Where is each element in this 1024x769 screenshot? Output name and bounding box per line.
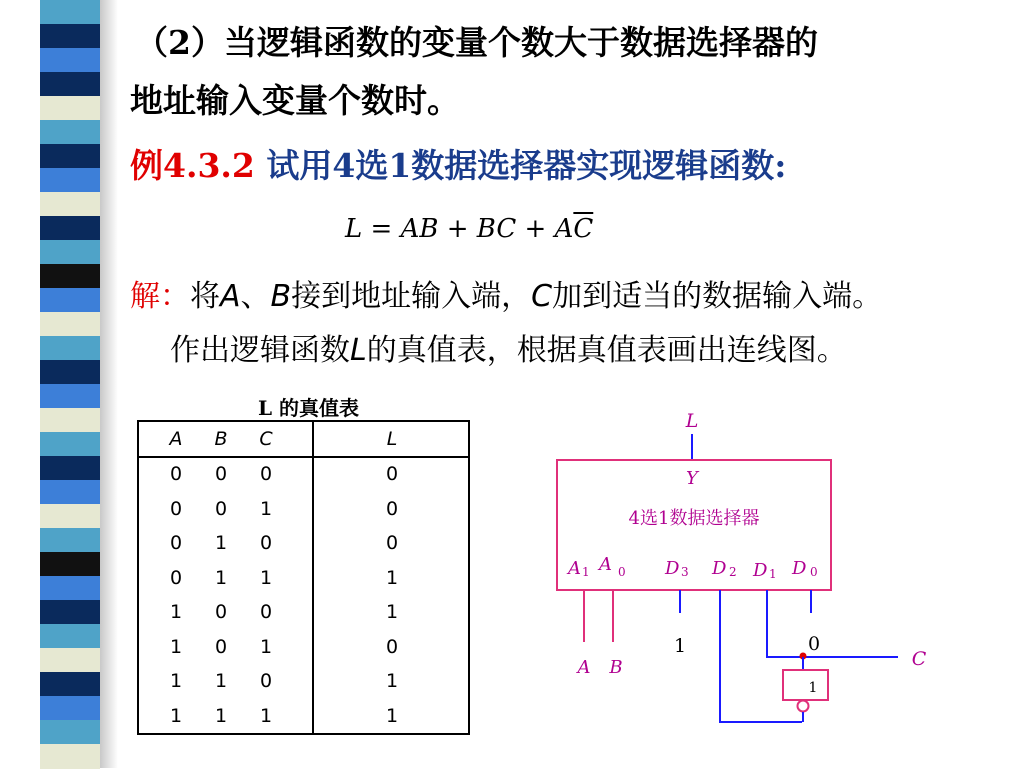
table-cell: 1 (259, 497, 273, 520)
inverter-gate (783, 670, 828, 700)
table-cell: 1 (385, 601, 399, 623)
table-cell: 0 (214, 497, 228, 520)
const-one: 1 (673, 635, 687, 657)
table-cell: 0 (259, 601, 273, 623)
pin-d3: D (665, 558, 680, 579)
table-cell: 1 (214, 532, 228, 554)
table-cell: 1 (259, 566, 273, 589)
table-cell: 0 (169, 497, 183, 520)
table-cell: 0 (169, 463, 183, 485)
var-l: L (350, 333, 367, 368)
formula-lhs: L = AB + BC + A (345, 214, 574, 244)
pin-d3-sub: 3 (681, 565, 689, 579)
pin-d2: D (712, 558, 727, 579)
pin-d2-sub: 2 (729, 565, 737, 579)
table-cell: 0 (169, 532, 183, 554)
input-b-label: B (609, 657, 623, 678)
table-cell: 1 (385, 566, 399, 589)
heading-line-2: 地址输入变量个数时。 (130, 81, 460, 120)
table-cell: 0 (214, 601, 228, 623)
output-pin-label: Y (686, 468, 698, 489)
formula-bar-c: $\overline{C}$ (573, 214, 594, 244)
var-b: B (270, 279, 292, 314)
table-cell: 1 (259, 704, 273, 727)
input-c-label: C (911, 648, 927, 670)
pin-d1: D (753, 560, 768, 581)
table-cell: 1 (214, 704, 228, 727)
table-cell: 1 (214, 566, 228, 589)
pin-d0: D (792, 558, 807, 579)
table-cell: 1 (169, 704, 183, 727)
var-c: C (531, 279, 553, 314)
var-a: A (220, 279, 241, 314)
pin-a0: A (599, 554, 612, 575)
pin-d1-sub: 1 (769, 567, 777, 581)
table-cell: 0 (169, 566, 183, 589)
solution-label: 解： (130, 279, 190, 314)
table-header: C (259, 428, 273, 450)
solution-text: 加到适当的数据输入端。 (552, 279, 883, 314)
table-cell: 1 (259, 635, 273, 658)
solution-text: 将 (190, 279, 220, 314)
table-cell: 1 (385, 704, 399, 727)
pin-a1: A (568, 558, 581, 579)
solution-text: 作出逻辑函数 (170, 333, 350, 368)
table-cell: 0 (214, 635, 228, 658)
table-header: B (214, 428, 228, 450)
table-cell: 0 (385, 532, 399, 554)
output-label: L (685, 410, 699, 432)
solution-text: 、 (240, 279, 271, 314)
table-cell: 0 (259, 463, 273, 485)
table-header: A (169, 428, 183, 450)
table-cell: 0 (259, 532, 273, 554)
table-cell: 1 (169, 601, 183, 623)
pin-d0-sub: 0 (810, 565, 818, 579)
table-header: L (386, 428, 398, 450)
wire-d1 (767, 590, 898, 657)
table-cell: 0 (385, 497, 399, 520)
mux-label: 4选1数据选择器 (628, 508, 760, 529)
table-cell: 1 (169, 635, 183, 658)
const-zero: 0 (807, 633, 821, 655)
table-cell: 1 (169, 670, 183, 692)
example-text: 试用4选1数据选择器实现逻辑函数: (254, 146, 787, 185)
inverter-label: 1 (808, 680, 818, 696)
heading-line-1: （2）当逻辑函数的变量个数大于数据选择器的 (135, 23, 818, 62)
solution-text: 接到地址输入端， (291, 279, 532, 314)
truth-table-title: L 的真值表 (258, 396, 360, 420)
inverter-bubble (798, 701, 809, 712)
table-cell: 0 (385, 635, 399, 658)
table-cell: 0 (214, 463, 228, 485)
input-a-label: A (577, 657, 591, 678)
solution-text: 的真值表，根据真值表画出连线图。 (366, 333, 847, 368)
example-label: 例4.3.2 (130, 146, 255, 185)
table-cell: 0 (385, 463, 399, 485)
table-cell: 1 (214, 670, 228, 692)
table-cell: 1 (385, 670, 399, 692)
pin-a0-sub: 0 (618, 565, 626, 579)
table-cell: 0 (259, 670, 273, 692)
pin-a1-sub: 1 (582, 565, 590, 579)
